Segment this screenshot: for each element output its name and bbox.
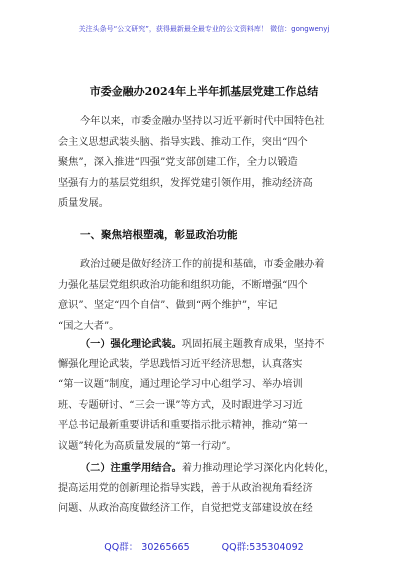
text-line: “国之大者”。 [58,320,120,332]
text-line: 会主义思想武装头脑、指导实践、推动工作，突出“四个 [58,136,308,148]
text-line: 力强化基层党组织政治功能和组织功能，不断增强“四个 [58,279,308,291]
subsection2-paragraph [58,458,354,520]
text-line: 班、专题研讨、“三会一课”等方式，及时跟进学习习近 [58,399,303,411]
footer-contact [0,539,408,553]
text-line: 提高运用党的创新理论指导实践，善于从政治视角看经济 [58,482,313,494]
header-notice: 关注头条号“公文研究”，获得最新最全最专业的公文资料库！ 微信：gongwenyj [78,25,330,33]
subsection-heading: （二）注重学用结合。 [80,462,182,474]
text-line [58,334,354,355]
qq-group-2: QQ群:535304092 [221,542,304,553]
text-line: 今年以来，市委金融办坚持以习近平新时代中国特色社 [80,116,325,127]
subsection-heading: （一）强化理论武装。 [80,338,182,350]
text-line: 意识”、坚定“四个自信”、做到“两个维护”，牢记 [58,300,278,312]
document-title: 市委金融办2024年上半年抓基层党建工作总结 [89,85,319,98]
text-line: 聚焦”，深入推进“四强”党支部创建工作，全力以锻造 [58,157,298,169]
text-fragment: 着力推动理论学习深化内化转化， [181,463,335,474]
section1-paragraph [58,255,354,337]
subsection1-paragraph [58,334,354,458]
text-line: 坚强有力的基层党组织，发挥党建引领作用，推动经济高 [58,177,313,189]
text-line: 懈强化理论武装，学思践悟习近平经济思想，认真落实 [58,358,303,370]
text-line: 问题、从政治高度做经济工作，自觉把党支部建设放在经 [58,503,313,515]
text-line: 议题”转化为高质量发展的“第一行动”。 [58,440,237,452]
text-line: 质量发展。 [58,198,109,210]
text-line: 平总书记最新重要讲话和重要指示批示精神，推动“第一 [58,420,308,432]
text-fragment: 巩固拓展主题教育成果，坚持不 [181,339,325,350]
intro-paragraph [58,112,354,215]
qq-group-1: QQ群： 30265665 [104,542,190,553]
text-line: 政治过硬是做好经济工作的前提和基础，市委金融办着 [80,259,325,270]
text-line: “第一议题”制度，通过理论学习中心组学习、举办培训 [58,379,303,391]
text-line [58,458,354,479]
section-heading: 一、聚焦培根塑魂，彰显政治功能 [80,229,238,241]
